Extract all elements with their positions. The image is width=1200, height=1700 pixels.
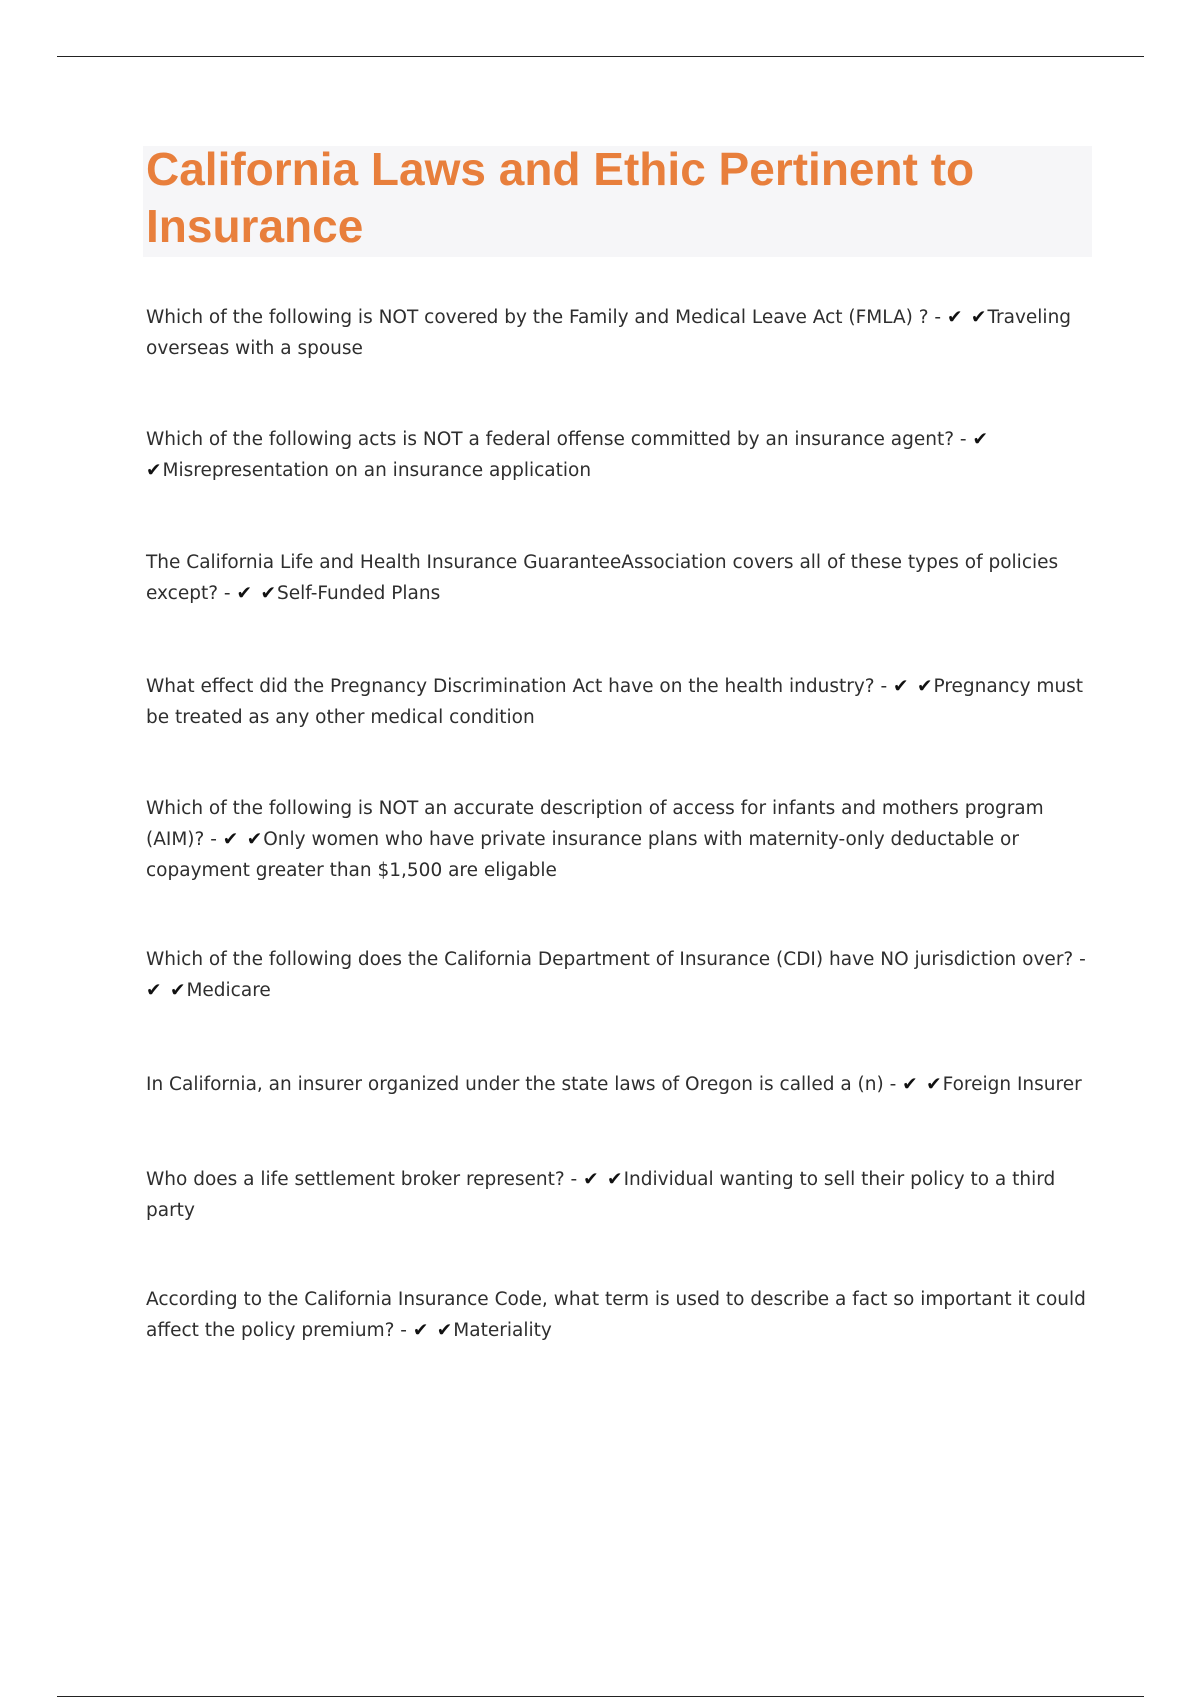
qa-item: [146, 1069, 1096, 1100]
check-icon: ✔ ✔: [146, 429, 989, 481]
question-text: According to the California Insurance Code, what term is used to describe a fact so important it could affect the policy premium? -: [146, 1289, 1086, 1341]
check-icon: ✔ ✔: [902, 1074, 943, 1095]
page-top-rule: [57, 56, 1144, 57]
qa-item: [146, 1284, 1096, 1346]
qa-item: [146, 424, 1096, 486]
question-text: In California, an insurer organized under the state laws of Oregon is called a (n) -: [146, 1074, 903, 1095]
question-text: Which of the following is NOT covered by the Family and Medical Leave Act (FMLA) ? -: [146, 307, 947, 328]
answer-text: Foreign Insurer: [942, 1074, 1082, 1095]
check-icon: ✔ ✔: [236, 583, 277, 604]
answer-text: Materiality: [453, 1320, 552, 1341]
answer-text: Self-Funded Plans: [276, 583, 441, 604]
check-icon: ✔ ✔: [946, 307, 988, 328]
check-icon: ✔ ✔: [412, 1320, 454, 1341]
qa-item: [146, 671, 1096, 733]
answer-text: Misrepresentation on an insurance application: [162, 460, 592, 481]
check-icon: ✔ ✔: [583, 1169, 624, 1190]
qa-item: [146, 793, 1096, 886]
document-title: California Laws and Ethic Pertinent to Insurance: [146, 143, 975, 252]
qa-item: [146, 302, 1096, 364]
question-text: Which of the following is NOT an accurate description of access for infants and mothers program (AIM)? -: [146, 798, 1044, 850]
question-text: Which of the following acts is NOT a federal offense committed by an insurance agent? -: [146, 429, 973, 450]
answer-text: Pregnancy must be treated as any other medical condition: [146, 676, 1084, 728]
qa-item: [146, 547, 1096, 609]
answer-text: Only women who have private insurance plans with maternity-only deductable or copayment greater than $1,500 are eligable: [146, 829, 1019, 881]
page-bottom-rule: [57, 1696, 1144, 1697]
question-text: The California Life and Health Insurance GuaranteeAssociation covers all of these types of policies except? -: [146, 552, 1059, 604]
answer-text: Traveling overseas with a spouse: [146, 307, 1072, 359]
check-icon: ✔ ✔: [222, 829, 264, 850]
qa-item: [146, 944, 1096, 1006]
question-text: Who does a life settlement broker represent? -: [146, 1169, 584, 1190]
answer-text: Individual wanting to sell their policy to a third party: [146, 1169, 1056, 1221]
qa-item: [146, 1164, 1096, 1226]
answer-text: Medicare: [186, 980, 271, 1001]
question-text: What effect did the Pregnancy Discrimination Act have on the health industry? -: [146, 676, 894, 697]
check-icon: ✔ ✔: [893, 676, 934, 697]
check-icon: ✔ ✔: [146, 980, 187, 1001]
question-text: Which of the following does the California Department of Insurance (CDI) have NO jurisdiction over? -: [146, 949, 1086, 970]
